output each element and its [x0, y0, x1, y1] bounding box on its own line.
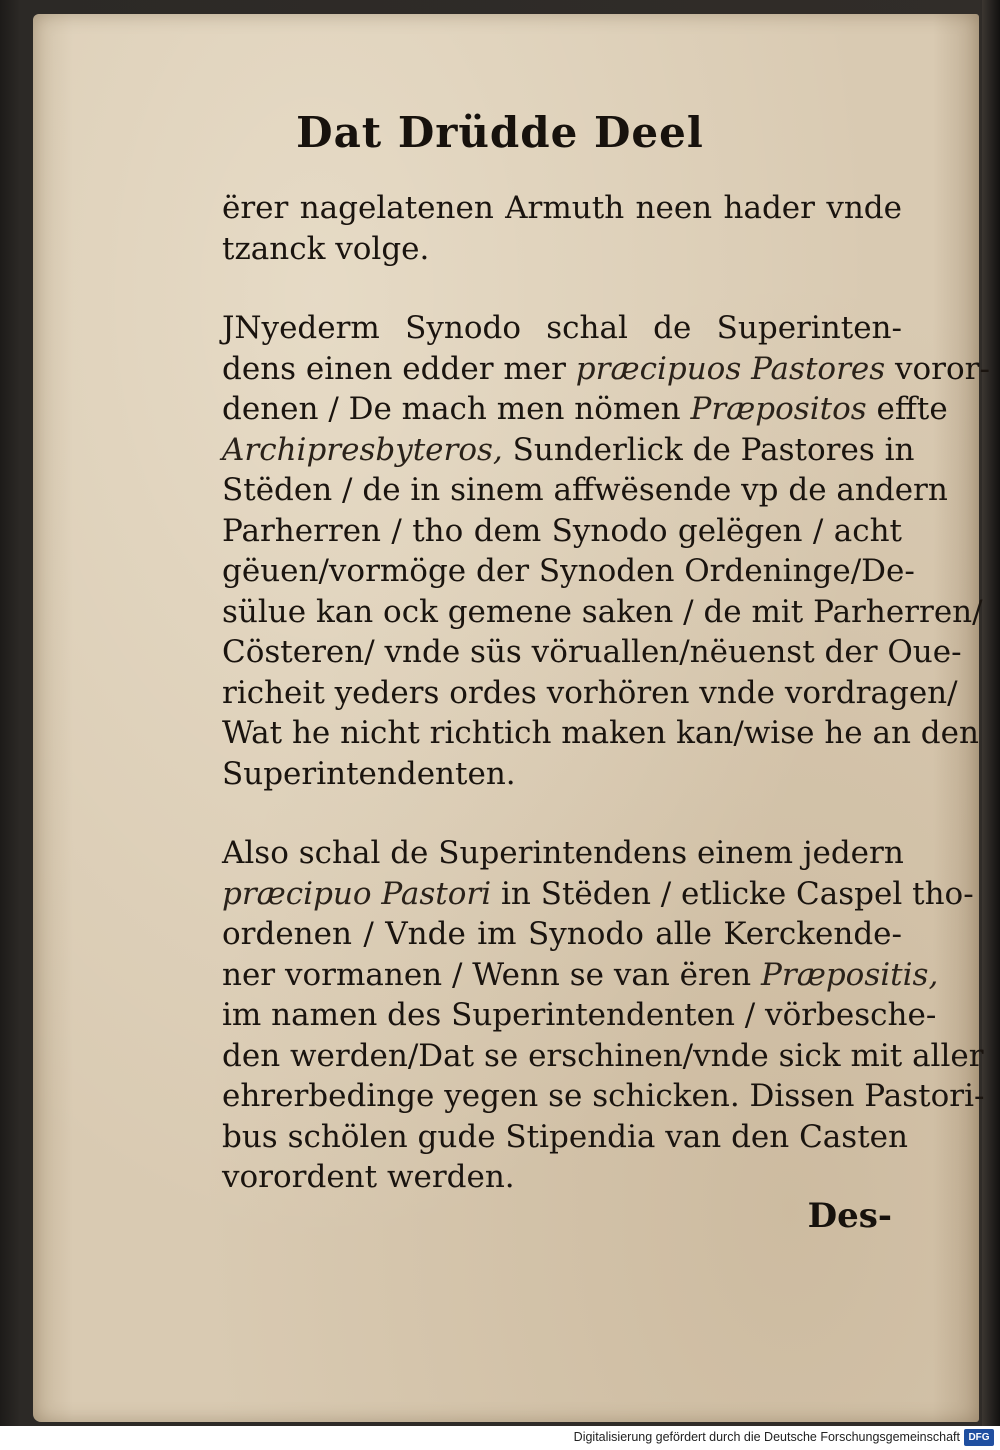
paragraph-3	[222, 833, 985, 1198]
text-line	[222, 1117, 908, 1158]
text-line	[222, 308, 902, 349]
text-line	[222, 511, 902, 552]
text-line	[222, 551, 915, 592]
dfg-logo: DFG	[964, 1429, 994, 1446]
text-segment: denen / De mach men nömen	[222, 391, 691, 427]
text-segment: JNyederm Synodo schal de Superinten-	[222, 310, 902, 346]
text-line	[222, 995, 937, 1036]
text-segment: ërer nagelatenen Armuth neen hader vnde	[222, 190, 902, 226]
text-line	[222, 754, 902, 795]
page-heading: Dat Drüdde Deel	[296, 108, 704, 157]
text-segment: ehrerbedinge yegen se schicken. Dissen Pastori-	[222, 1078, 985, 1114]
book-spine-edge	[982, 0, 1000, 1450]
text-segment: Also schal de Superintendens einem jedern	[222, 835, 904, 871]
text-segment: gëuen/vormöge der Synoden Ordeninge/De-	[222, 553, 915, 589]
funding-credit: Digitalisierung gefördert durch die Deutsche Forschungsgemeinschaft	[573, 1430, 960, 1444]
text-segment: Cösteren/ vnde süs vöruallen/nëuenst der Oue-	[222, 634, 962, 670]
text-segment: in Stëden / etlicke Caspel tho-	[491, 875, 974, 912]
text-line	[222, 673, 958, 714]
paragraph-1	[222, 188, 902, 269]
text-line	[222, 389, 948, 430]
text-line	[222, 874, 974, 915]
text-line	[222, 713, 979, 754]
text-segment: sülue kan ock gemene saken / de mit Parherren/	[222, 593, 983, 630]
text-segment: Sunderlick de Pastores in	[502, 431, 915, 468]
latin-italic-term: præcipuo Pastori	[222, 875, 492, 912]
text-segment: ner vormanen / Wenn se van ëren	[222, 956, 762, 993]
text-segment: dens einen edder mer	[222, 350, 576, 387]
text-line	[222, 914, 902, 955]
latin-italic-term: Præpositos	[690, 391, 867, 427]
text-segment: Superintendenten.	[222, 755, 516, 792]
text-line	[222, 1157, 902, 1198]
text-line	[222, 229, 902, 270]
text-segment: ordenen / Vnde im Synodo alle Kerckende-	[222, 916, 902, 952]
text-line	[222, 188, 902, 229]
text-segment: bus schölen gude Stipendia van den Casten	[222, 1118, 908, 1155]
text-line	[222, 955, 939, 996]
text-segment: voror-	[885, 350, 990, 387]
paragraph-gap	[222, 794, 902, 833]
text-line	[222, 833, 902, 874]
page-body-text	[222, 188, 990, 1198]
text-segment: den werden/Dat se erschinen/vnde sick mit aller	[222, 1037, 984, 1074]
digitization-footer	[0, 1426, 1000, 1450]
paragraph-2	[222, 308, 990, 794]
text-segment: vorordent werden.	[222, 1159, 515, 1195]
catchword: Des-	[807, 1196, 892, 1236]
text-line	[222, 470, 948, 511]
latin-italic-term: præcipuos Pastores	[575, 350, 886, 387]
text-line	[222, 1036, 984, 1077]
text-segment: Parherren / tho dem Synodo gelëgen / acht	[222, 512, 902, 549]
text-line	[222, 430, 915, 471]
text-line	[222, 349, 990, 390]
text-segment: Wat he nicht richtich maken kan/wise he an den	[222, 715, 979, 751]
text-segment: effte	[866, 391, 948, 427]
text-segment: im namen des Superintendenten / vörbesche-	[222, 997, 937, 1033]
text-segment: tzanck volge.	[222, 230, 430, 267]
text-segment: richeit yeders ordes vorhören vnde vordragen/	[222, 674, 958, 711]
text-line	[222, 632, 962, 673]
text-segment: Stëden / de in sinem affwësende vp de andern	[222, 472, 948, 508]
latin-italic-term: Archipresbyteros,	[222, 431, 503, 468]
latin-italic-term: Præpositis,	[761, 956, 939, 993]
paragraph-gap	[222, 269, 902, 308]
text-line	[222, 1076, 985, 1117]
text-line	[222, 592, 983, 633]
